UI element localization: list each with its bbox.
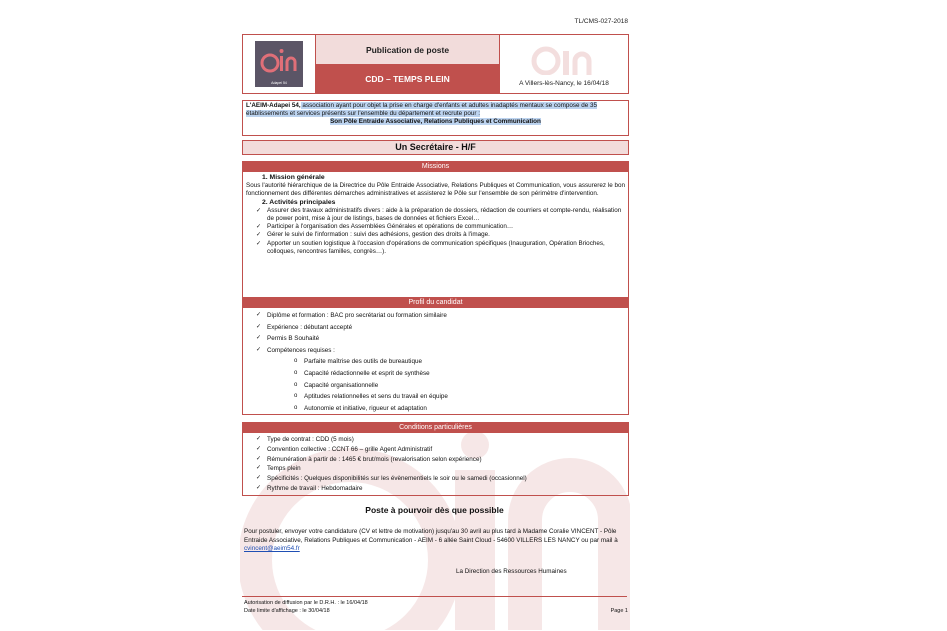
intro-paragraph [246, 102, 625, 118]
list-item: ✓ Rémunération à partir de : 1465 € brut/mois (revalorisation selon expérience) [258, 455, 625, 465]
conditions-bar: Conditions particulières [243, 423, 628, 433]
list-item: ✓ Spécificités : Quelques disponibilités sur les évènementiels le soir ou le samedi (occasionnel) [258, 474, 625, 484]
footer-divider [242, 596, 627, 597]
list-item: o Autonomie et initiative, rigueur et adaptation [294, 403, 625, 415]
conditions-list [246, 435, 625, 494]
document-page [236, 10, 634, 625]
activities-list [246, 207, 625, 256]
contract-type: CDD – TEMPS PLEIN [316, 64, 499, 93]
intro-text: association ayant pour objet la prise en charge d'enfants et adultes inadaptés mentaux se compose de 35 établissements et services présents sur l'ensemble du département et recrute pour : [246, 102, 597, 117]
list-item: ✓ Convention collective : CCNT 66 – grille Agent Administratif [258, 445, 625, 455]
date-line: A Villers-lès-Nancy, le 16/04/18 [519, 80, 609, 87]
logo-cell [243, 35, 316, 93]
list-item: o Capacité organisationnelle [294, 380, 625, 392]
missions-section [242, 161, 629, 300]
profil-list [246, 310, 625, 356]
list-item: ✓ Participer à l'organisation des Assemblées Générales et opérations de communication… [258, 223, 625, 231]
list-item: ✓ Apporter un soutien logistique à l'occasion d'opérations de communication spécifiques (Inauguration, Opération Brioches, colloques, rencontres familles, congrès…). [258, 240, 625, 256]
mission-heading-2: 2. Activités principales [262, 198, 336, 206]
drh-signature: La Direction des Ressources Humaines [456, 568, 567, 575]
conditions-section [242, 422, 629, 496]
list-item: ✓ Permis B Souhaité [258, 333, 625, 345]
title-cell [316, 35, 500, 93]
apply-paragraph [244, 528, 624, 554]
logo-subtext: Adapei 54 [271, 81, 287, 85]
missions-bar: Missions [243, 162, 628, 172]
list-item: o Capacité rédactionnelle et esprit de synthèse [294, 368, 625, 380]
doc-title: Publication de poste [316, 35, 499, 64]
date-cell [500, 35, 628, 93]
page-number: Page 1 [610, 608, 628, 614]
mission-paragraph: Sous l'autorité hiérarchique de la Directrice du Pôle Entraide Associative, Relations Publiques et Communication, vous assurerez le bon fonctionnement des différentes démarches administratives et assisterez le Pôle sur l'ensemble de son périmètre d'intervention. [246, 182, 625, 198]
list-item: ✓ Diplôme et formation : BAC pro secrétariat ou formation similaire [258, 310, 625, 322]
list-item: ✓ Rythme de travail : Hebdomadaire [258, 484, 625, 494]
list-item: ✓ Expérience : débutant accepté [258, 322, 625, 334]
poste-heading: Poste à pourvoir dès que possible [365, 505, 504, 515]
list-item: ✓ Assurer des travaux administratifs divers : aide à la préparation de dossiers, rédaction de courriers et compte-rendu, réalisation de power point, mise à jour de listings, bases de données et fichiers Excel… [258, 207, 625, 223]
job-title: Un Secrétaire - H/F [242, 140, 629, 155]
apply-email-link[interactable]: cvincent@aeim54.fr [244, 545, 300, 553]
list-item: ✓ Type de contrat : CDD (5 mois) [258, 435, 625, 445]
list-item: ✓ Compétences requises : [258, 345, 625, 357]
list-item: o Parfaite maîtrise des outils de bureautique [294, 356, 625, 368]
mission-heading-1: 1. Mission générale [262, 174, 325, 181]
pole-name: Son Pôle Entraide Associative, Relations Publiques et Communication [330, 118, 541, 125]
list-item: o Aptitudes relationnelles et sens du travail en équipe [294, 391, 625, 403]
org-name: L'AEIM-Adapei 54, [246, 102, 301, 109]
apply-text: Pour postuler, envoyer votre candidature (CV et lettre de motivation) jusqu'au 30 avril au plus tard à Madame Coralie VINCENT - Pôle Entraide Associative, Relations Publiques et Communication - AEIM - 6 allée Saint Cloud - 54600 VILLERS LES NANCY ou par mail à [244, 528, 618, 544]
aeim-faded-logo-icon [528, 41, 598, 75]
intro-box [242, 100, 629, 136]
profil-bar: Profil du candidat [243, 298, 628, 308]
footer-deadline: Date limite d'affichage : le 30/04/18 [244, 608, 330, 614]
header-table [242, 34, 629, 94]
reference-code: TL/CMS-027-2018 [574, 18, 628, 25]
profil-section [242, 297, 629, 415]
footer-authorisation: Autorisation de diffusion par le D.R.H. : le 16/04/18 [244, 600, 368, 606]
list-item: ✓ Temps plein [258, 464, 625, 474]
aeim-logo [255, 41, 303, 87]
skills-list [246, 356, 625, 414]
list-item: ✓ Gérer le suivi de l'information : suivi des adhésions, gestion des droits à l'image. [258, 231, 625, 239]
aeim-logo-icon [255, 41, 303, 81]
